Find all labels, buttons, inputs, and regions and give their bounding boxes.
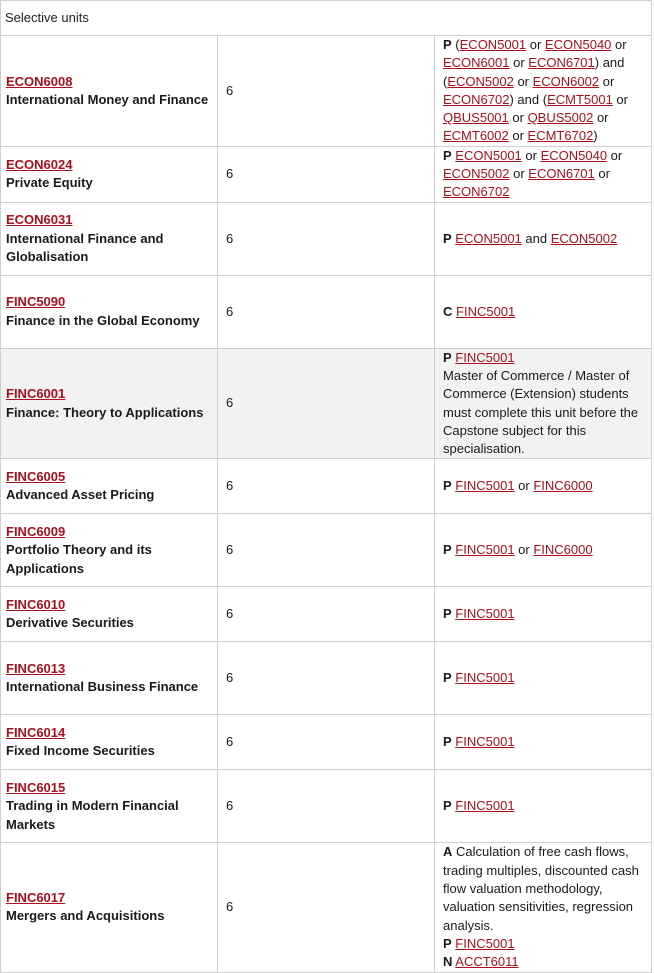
credit-points: 6 [218,275,435,348]
requisite-text: or [526,37,545,52]
unit-title: Portfolio Theory and its Applications [6,542,152,576]
requisite-text: or [508,128,528,144]
requisites-cell [435,715,652,770]
requisite-unit-link[interactable]: FINC6000 [533,542,593,558]
requisite-unit-link[interactable]: FINC5001 [455,734,515,750]
unit-title: Derivative Securities [6,615,134,631]
requisite-unit-link[interactable]: FINC5001 [455,478,515,494]
requisites-cell [435,146,652,202]
requisite-line [443,541,647,559]
requisites-cell [435,770,652,843]
unit-code-cell [1,843,218,972]
unit-title: International Business Finance [6,679,199,695]
unit-code-link[interactable]: FINC5090 [6,294,66,310]
unit-row [1,770,652,843]
unit-row [1,146,652,202]
requisite-line [443,605,647,623]
requisite-text: or [521,147,541,163]
requisite-line [443,36,647,146]
requisite-type-label: P [443,478,452,494]
requisite-unit-link[interactable]: ECON6002 [532,73,600,89]
credit-points: 6 [218,843,435,972]
requisites-cell [435,642,652,715]
unit-row [1,348,652,459]
unit-title: Private Equity [6,175,93,191]
requisite-line [443,843,647,934]
requisite-line [443,147,647,202]
requisites-cell [435,843,652,972]
requisite-text: or [612,91,628,107]
unit-code-link[interactable]: FINC6001 [6,386,66,402]
requisite-unit-link[interactable]: ECON5001 [459,37,527,52]
requisite-text: or [594,166,610,182]
requisite-unit-link[interactable]: FINC5001 [455,935,515,951]
requisite-line [443,367,647,458]
requisite-unit-link[interactable]: ECMT6702 [527,128,594,144]
requisite-text: or [593,110,609,126]
table-body [1,1,652,973]
requisites-cell [435,348,652,459]
requisite-line [443,935,647,953]
unit-code-cell [1,36,218,147]
unit-code-cell [1,715,218,770]
unit-row [1,642,652,715]
requisite-unit-link[interactable]: ECON6001 [443,55,510,71]
unit-code-link[interactable]: FINC6017 [6,890,66,906]
unit-code-link[interactable]: ECON6024 [6,156,73,172]
requisite-unit-link[interactable]: ACCT6011 [455,954,519,970]
requisite-text: or [607,147,623,163]
unit-code-link[interactable]: ECON6031 [6,212,73,228]
requisites-cell [435,202,652,275]
unit-row [1,275,652,348]
requisite-unit-link[interactable]: ECON5002 [447,73,514,89]
requisite-text: or [509,166,529,182]
requisite-type-label: A [443,844,453,860]
requisite-text: ) [593,128,598,144]
unit-title: International Finance and Globalisation [6,230,164,264]
requisite-text: or [611,37,627,52]
requisite-line [443,349,647,367]
requisite-unit-link[interactable]: ECON6701 [528,166,595,182]
requisite-text: or [514,478,534,494]
requisite-type-label: P [443,349,452,365]
requisite-unit-link[interactable]: ECON5040 [544,37,612,52]
unit-code-cell [1,202,218,275]
unit-code-link[interactable]: ECON6008 [6,73,73,89]
requisite-line [443,669,647,687]
credit-points: 6 [218,587,435,642]
requisite-unit-link[interactable]: FINC5001 [455,349,515,365]
requisite-type-label: P [443,606,452,622]
unit-row [1,202,652,275]
credit-points: 6 [218,514,435,587]
unit-row [1,36,652,147]
unit-row [1,587,652,642]
unit-title: Advanced Asset Pricing [6,487,155,503]
unit-code-cell [1,459,218,514]
requisite-unit-link[interactable]: ECON5040 [540,147,608,163]
requisite-type-label: P [443,230,452,246]
unit-code-link[interactable]: FINC6005 [6,469,66,485]
requisite-unit-link[interactable]: ECMT6002 [443,128,509,144]
requisite-unit-link[interactable]: FINC6000 [533,478,593,494]
unit-code-link[interactable]: FINC6013 [6,661,66,677]
requisite-unit-link[interactable]: QBUS5002 [527,110,594,126]
requisite-text: Calculation of free cash flows, trading multiples, discounted cash flow valuation methodology, valuation sensitivities, regression analysis. [443,844,639,933]
requisite-text: Master of Commerce / Master of Commerce (Extension) students must complete this unit before the Capstone subject for this specialisation. [443,367,639,457]
credit-points: 6 [218,715,435,770]
requisite-unit-link[interactable]: FINC5001 [455,670,515,686]
requisite-type-label: P [443,147,452,163]
requisite-unit-link[interactable]: ECON5001 [455,147,522,163]
requisite-type-label: P [443,542,452,558]
unit-code-link[interactable]: FINC6014 [6,725,66,741]
table-header-row [1,1,652,36]
requisite-unit-link[interactable]: QBUS5001 [443,110,509,126]
requisite-line [443,733,647,751]
requisite-unit-link[interactable]: FINC5001 [455,542,515,558]
requisites-cell [435,587,652,642]
requisite-text: or [509,55,529,71]
unit-code-link[interactable]: FINC6010 [6,597,66,613]
unit-row [1,514,652,587]
requisite-type-label: P [443,798,452,814]
credit-points: 6 [218,459,435,514]
requisite-text: and [521,230,551,246]
unit-code-cell [1,642,218,715]
requisite-line [443,953,647,971]
unit-title: Finance in the Global Economy [6,312,200,328]
unit-title: Finance: Theory to Applications [6,404,204,420]
requisites-cell [435,275,652,348]
requisite-line [443,797,647,815]
unit-code-cell [1,587,218,642]
requisite-text: ( [455,37,460,52]
requisite-unit-link[interactable]: FINC5001 [455,606,515,622]
requisite-text: or [508,110,528,126]
unit-row [1,459,652,514]
requisites-cell [435,36,652,147]
credit-points: 6 [218,146,435,202]
requisite-unit-link[interactable]: ECON5001 [455,230,522,246]
requisite-unit-link[interactable]: FINC5001 [456,303,516,319]
unit-code-cell [1,146,218,202]
requisite-unit-link[interactable]: ECON5002 [443,166,510,182]
requisite-text: or [599,73,615,89]
requisite-type-label: P [443,734,452,750]
requisite-type-label: N [443,954,453,970]
unit-code-cell [1,275,218,348]
requisite-text: or [514,542,534,558]
unit-row [1,843,652,972]
credit-points: 6 [218,642,435,715]
unit-title: International Money and Finance [6,91,209,107]
requisite-line [443,230,647,248]
requisite-type-label: P [443,670,452,686]
requisites-cell [435,514,652,587]
unit-code-link[interactable]: FINC6015 [6,780,66,795]
unit-title: Fixed Income Securities [6,743,155,759]
requisite-type-label: P [443,37,452,52]
requisite-unit-link[interactable]: ECON6702 [443,184,510,200]
requisite-unit-link[interactable]: ECMT5001 [547,91,613,107]
requisite-text: ) and ( [509,91,548,107]
section-title: Selective units [1,1,652,36]
requisite-line [443,477,647,495]
unit-code-link[interactable]: FINC6009 [6,524,66,539]
credit-points: 6 [218,348,435,459]
requisite-text: or [513,73,533,89]
unit-title: Mergers and Acquisitions [6,908,165,924]
requisite-unit-link[interactable]: ECON6701 [528,55,595,71]
credit-points: 6 [218,770,435,843]
requisites-cell [435,459,652,514]
requisite-line [443,303,647,321]
unit-code-cell [1,514,218,587]
credit-points: 6 [218,202,435,275]
unit-title: Trading in Modern Financial Markets [6,798,179,832]
requisite-unit-link[interactable]: FINC5001 [455,798,515,814]
credit-points: 6 [218,36,435,147]
requisite-type-label: P [443,935,452,951]
requisite-type-label: C [443,303,453,319]
unit-row [1,715,652,770]
unit-code-cell [1,770,218,843]
unit-code-cell [1,348,218,459]
requisite-unit-link[interactable]: ECON5002 [550,230,618,246]
requisite-unit-link[interactable]: ECON6702 [443,91,510,107]
requisite-text: ) and ( [443,55,625,89]
